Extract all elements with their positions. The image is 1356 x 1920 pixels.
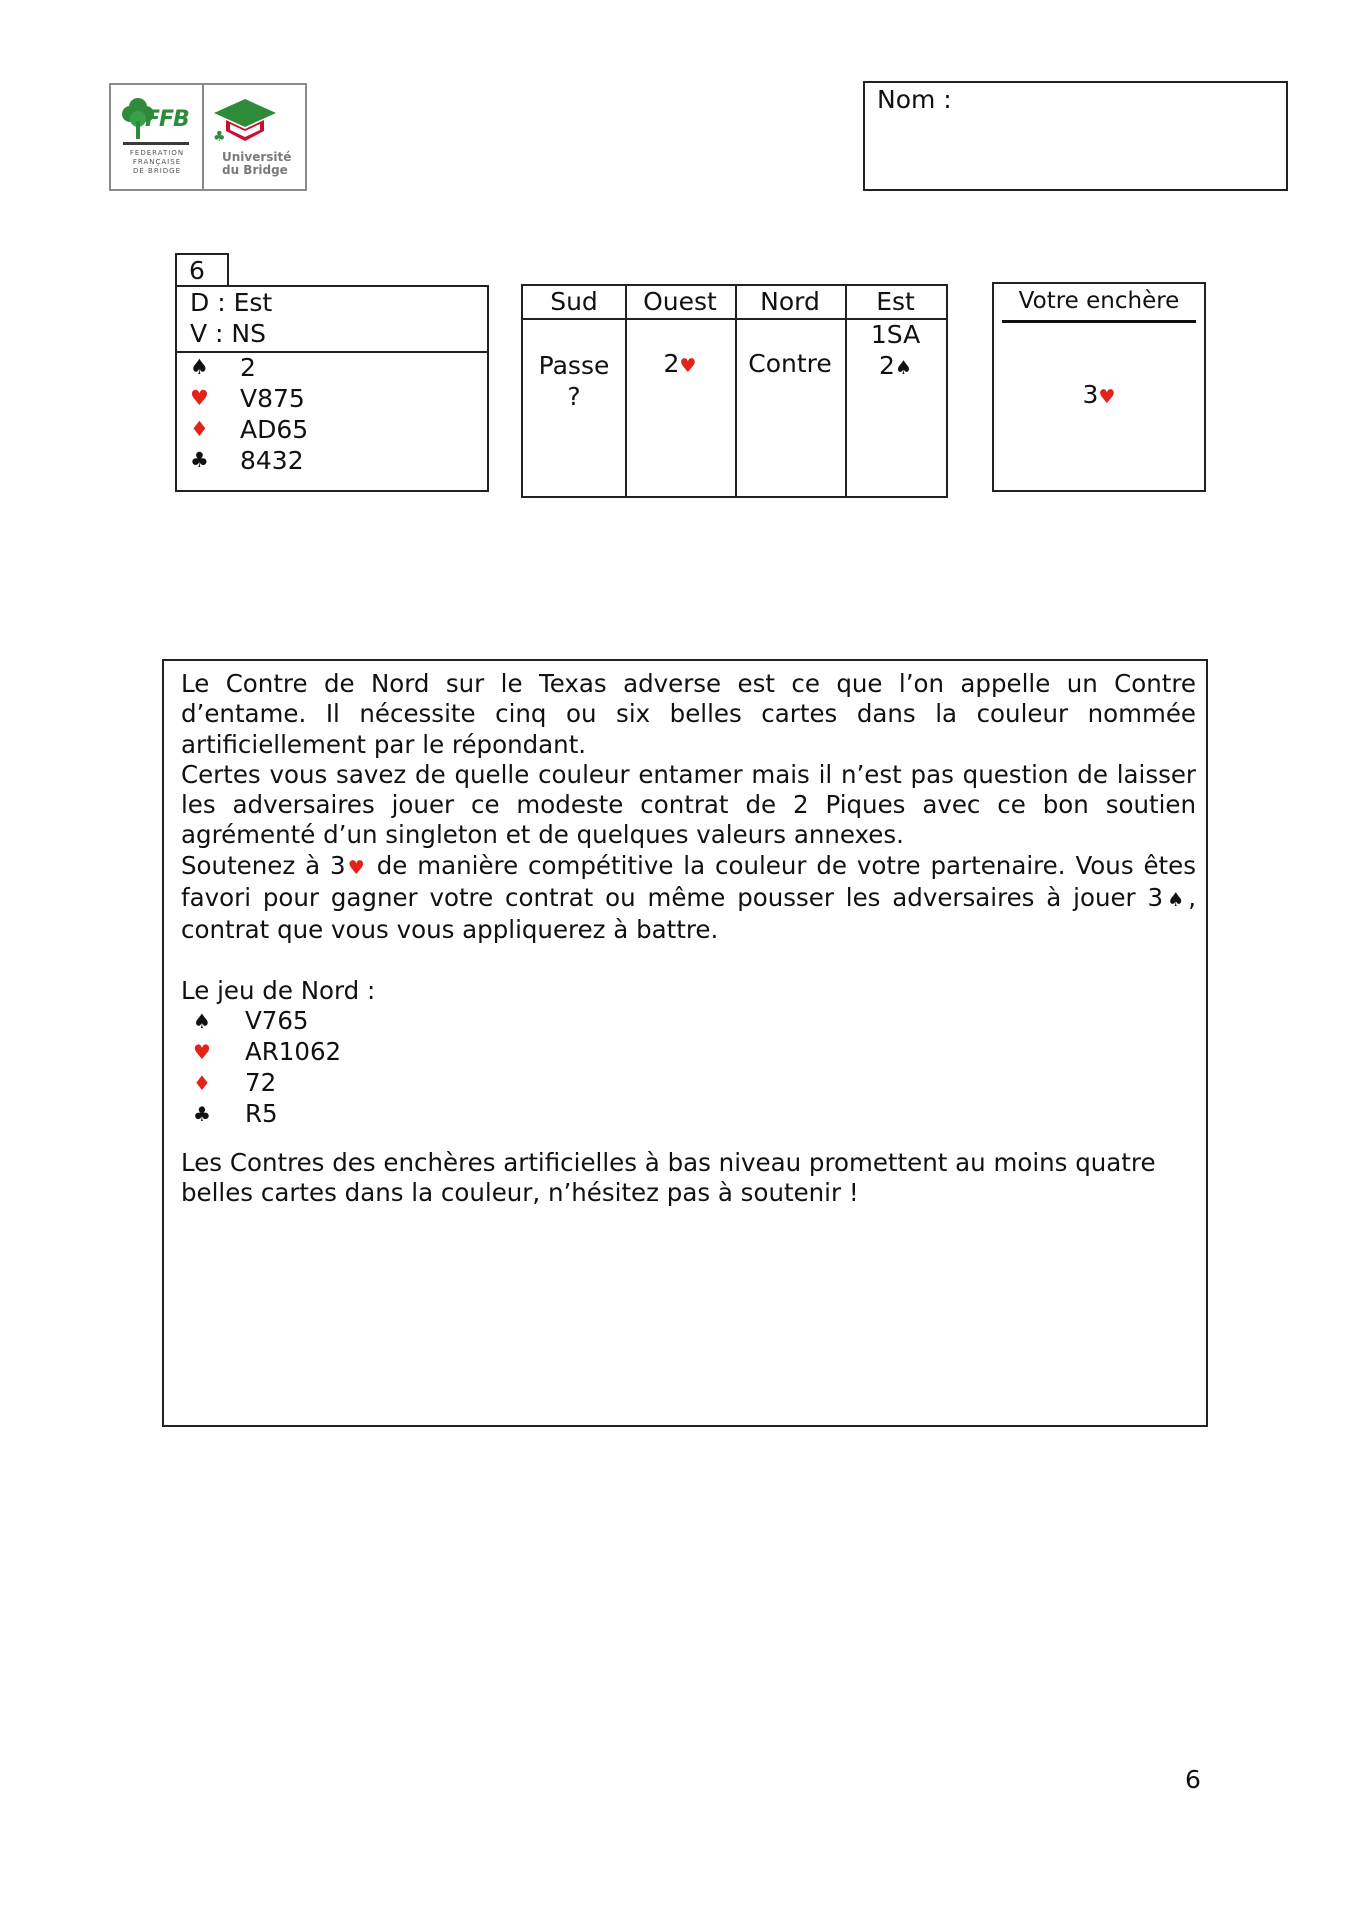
page-number: 6 xyxy=(1185,1765,1201,1794)
heart-icon: ♥ xyxy=(1098,386,1116,408)
hand-clubs xyxy=(190,445,304,476)
heart-icon: ♥ xyxy=(345,856,367,879)
nord-hand xyxy=(181,1006,1196,1130)
name-label: Nom : xyxy=(877,85,952,114)
bid-column-est xyxy=(845,286,946,496)
club-icon: ♣ xyxy=(190,448,209,472)
bid-est-2: 2♠ xyxy=(879,351,912,380)
spacer xyxy=(181,1130,1196,1148)
graduation-cap-icon xyxy=(212,97,278,147)
comment-paragraph-1: Le Contre de Nord sur le Texas adverse est ce que l’on appelle un Contre d’entame. Il nécessite cinq ou six belles cartes dans la couleur nommée artificiellement par le répondant. xyxy=(181,669,1196,759)
nord-clubs: ♣ R5 xyxy=(181,1099,1196,1130)
dealer-text: D : Est xyxy=(190,288,273,317)
svg-text:♣: ♣ xyxy=(213,129,226,145)
bid-header-ouest: Ouest xyxy=(625,286,735,320)
spade-icon: ♠ xyxy=(190,355,209,379)
ffb-logo-panel xyxy=(111,85,204,189)
comment-paragraph-3: Soutenez à 3♥ de manière compétitive la couleur de votre partenaire. Vous êtes favori pour gagner votre contrat ou même pousser les adversaires à jouer 3♠, contrat que vous vous appliquerez à battre. xyxy=(181,850,1196,945)
hand-spades xyxy=(190,352,256,383)
nord-hand-title: Le jeu de Nord : xyxy=(181,975,376,1005)
your-bid-box xyxy=(992,282,1206,492)
bid-header-est: Est xyxy=(845,286,946,320)
spade-icon: ♠ xyxy=(1163,889,1189,912)
comment-paragraph-2: Certes vous savez de quelle couleur entamer mais il n’est pas question de laisser les adversaires jouer ce modeste contrat de 2 Piques avec ce bon soutien agrémenté d’un singleton et de quelques valeurs annexes. xyxy=(181,759,1196,850)
nord-spades: ♠ V765 xyxy=(181,1006,1196,1037)
spade-holding: 2 xyxy=(240,353,256,382)
board-number: 6 xyxy=(175,253,229,287)
bid-header-nord: Nord xyxy=(735,286,845,320)
heart-icon: ♥ xyxy=(190,386,209,410)
your-bid-value: 3♥ xyxy=(1082,380,1116,409)
spade-icon: ♠ xyxy=(193,1009,211,1034)
diamond-holding: AD65 xyxy=(240,415,309,444)
diamond-icon: ♦ xyxy=(190,417,209,441)
heart-holding: V875 xyxy=(240,384,305,413)
universite-text: Université du Bridge xyxy=(222,150,292,177)
hand-diamonds xyxy=(190,414,308,445)
bid-header-sud: Sud xyxy=(523,286,625,320)
bid-nord-1: Contre xyxy=(748,349,832,378)
bid-ouest-1: 2♥ xyxy=(663,349,697,378)
heart-icon: ♥ xyxy=(193,1040,211,1065)
nord-hearts: ♥ AR1062 xyxy=(181,1037,1196,1068)
spacer xyxy=(181,946,1196,976)
hand-conditions xyxy=(177,287,487,353)
club-icon: ♣ xyxy=(193,1101,211,1126)
universite-logo-panel xyxy=(204,85,305,189)
bid-est-1: 1SA xyxy=(870,320,921,349)
ffb-brand: FFB xyxy=(145,107,189,132)
club-holding: 8432 xyxy=(240,446,304,475)
ffb-divider xyxy=(123,142,189,145)
bid-column-ouest xyxy=(625,286,737,496)
ffb-federation-text: FEDERATION FRANÇAISE DE BRIDGE xyxy=(129,149,185,175)
bidding-table xyxy=(521,284,948,498)
hand-hearts xyxy=(190,383,305,414)
your-bid-title: Votre enchère xyxy=(1002,284,1196,323)
hand-diagram xyxy=(175,285,489,492)
bid-sud-2: ? xyxy=(567,382,581,411)
comment-box xyxy=(162,659,1208,1427)
diamond-icon: ♦ xyxy=(193,1071,211,1096)
vulnerability-text: V : NS xyxy=(190,319,266,348)
ffb-logo xyxy=(109,83,307,191)
name-field[interactable] xyxy=(863,81,1288,191)
spade-icon: ♠ xyxy=(894,357,912,379)
comment-paragraph-4: Les Contres des enchères artificielles à bas niveau promettent au moins quatre belles cartes dans la couleur, n’hésitez pas à soutenir ! xyxy=(181,1147,1156,1208)
bid-column-nord xyxy=(735,286,847,496)
bid-column-sud xyxy=(523,286,627,496)
nord-diamonds: ♦ 72 xyxy=(181,1068,1196,1099)
bid-sud-1: Passe xyxy=(538,351,610,380)
heart-icon: ♥ xyxy=(679,355,697,377)
